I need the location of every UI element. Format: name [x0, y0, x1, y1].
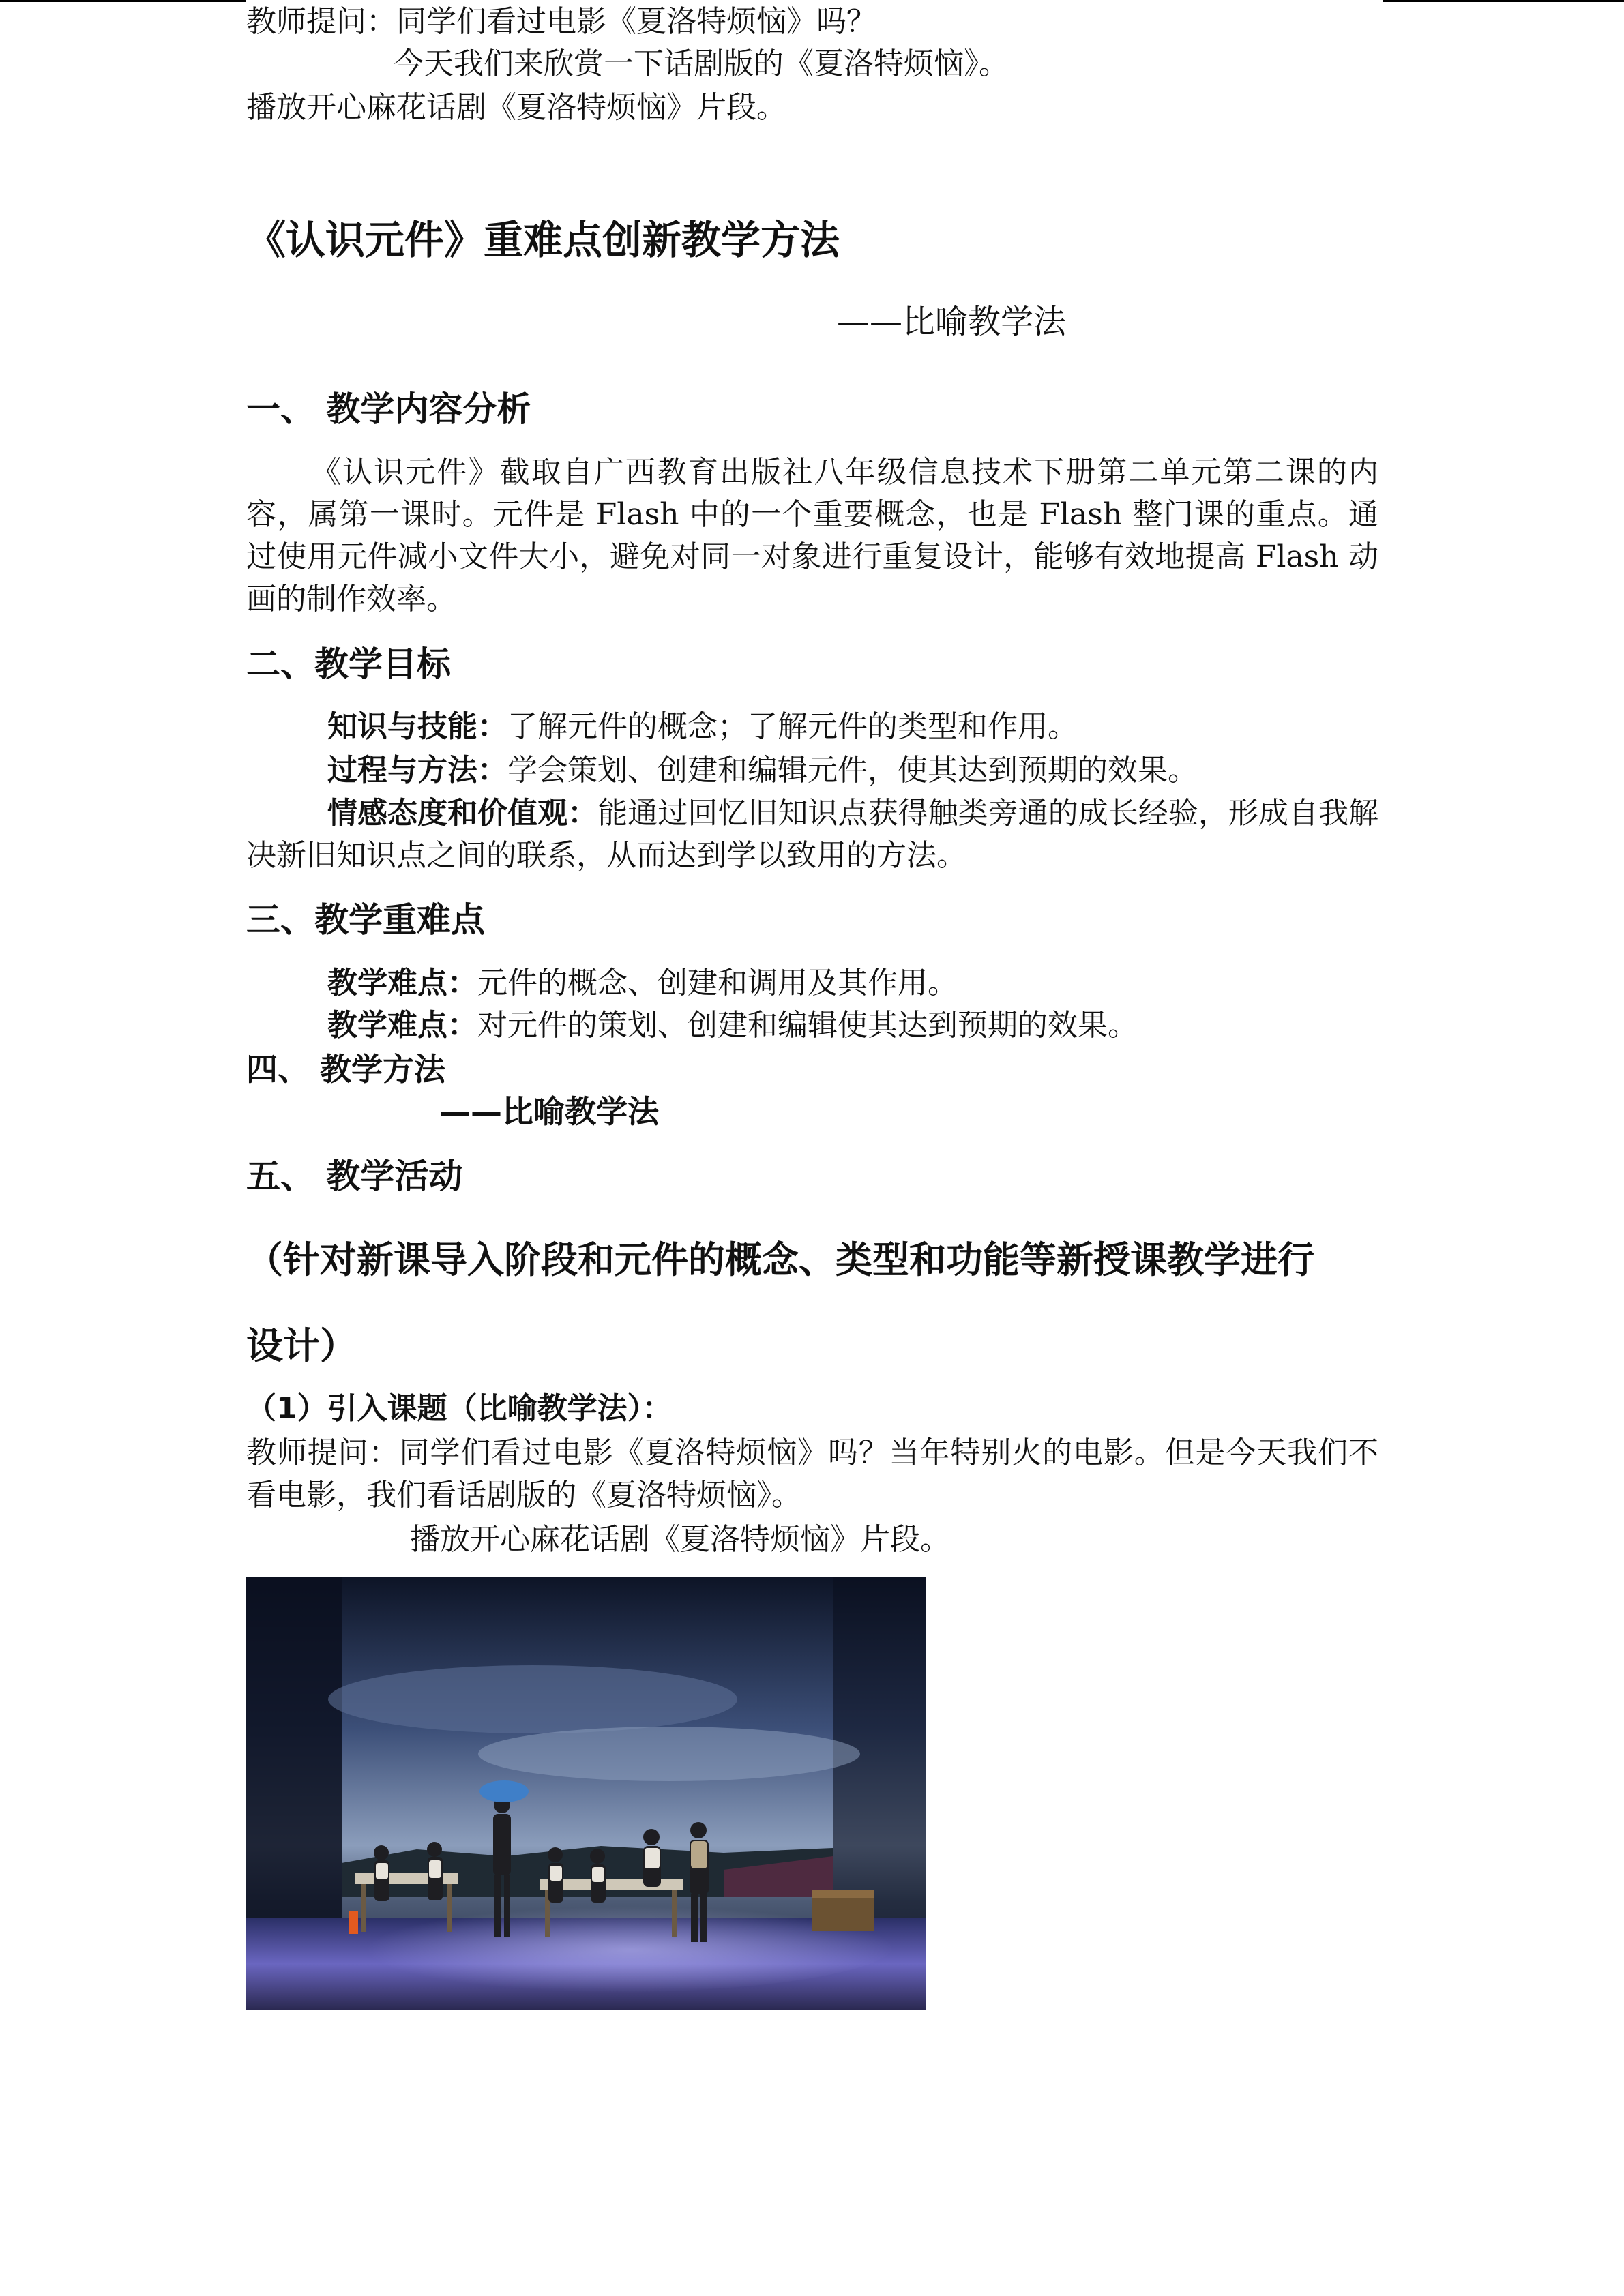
- objective-emotion-label: 情感态度和价值观：: [327, 796, 598, 831]
- difficulty-a: [327, 963, 958, 1004]
- step-1-play-line: 播放开心麻花话剧《夏洛特烦恼》片段。: [410, 1522, 950, 1557]
- section-2-heading: 二、教学目标: [246, 644, 451, 684]
- objective-knowledge-label: 知识与技能：: [327, 709, 507, 744]
- section-3-heading: 三、教学重难点: [246, 900, 485, 940]
- objective-process-text: 学会策划、创建和编辑元件，使其达到预期的效果。: [507, 753, 1198, 788]
- stage-play-photo: [246, 1577, 926, 2010]
- section-4-method: ——比喻教学法: [439, 1093, 659, 1130]
- difficulty-b-text: 对元件的策划、创建和编辑使其达到预期的效果。: [477, 1008, 1138, 1043]
- objective-process-label: 过程与方法：: [327, 753, 507, 788]
- objective-emotion: [246, 792, 1378, 877]
- section-5-heading: 五、 教学活动: [246, 1157, 463, 1196]
- difficulty-b: [327, 1005, 1138, 1046]
- section-5-note-line1: （针对新课导入阶段和元件的概念、类型和功能等新授课教学进行: [246, 1238, 1314, 1281]
- difficulty-a-text: 元件的概念、创建和调用及其作用。: [477, 966, 958, 1000]
- document-subtitle: ——比喻教学法: [837, 303, 1067, 341]
- section-4-heading: 四、 教学方法: [246, 1051, 446, 1088]
- section-1-body: 《认识元件》截取自广西教育出版社八年级信息技术下册第二单元第二课的内容，属第一课时。元件是 Flash 中的一个重要概念，也是 Flash 整门课的重点。通过使用元件减小文件大小，避免对同一对象进行重复设计，能够有效地提高 Flash 动画的制作效率。: [246, 455, 1378, 616]
- section-5-note-line2: 设计）: [246, 1324, 357, 1367]
- top-intro-line: 今天我们来欣赏一下话剧版的《夏洛特烦恼》。: [394, 46, 1009, 81]
- objective-knowledge: [327, 706, 1078, 747]
- difficulty-b-label: 教学难点：: [327, 1008, 477, 1043]
- objective-process: [327, 750, 1198, 791]
- difficulty-a-label: 教学难点：: [327, 966, 477, 1000]
- objective-emotion-text: 能通过回忆旧知识点获得触类旁通的成长经验，形成自我解决新旧知识点之间的联系，从而达到学以致用的方法。: [246, 796, 1378, 873]
- header-rule-right: [1383, 0, 1624, 2]
- section-1-heading: 一、 教学内容分析: [246, 389, 531, 429]
- step-1-heading: （1）引入课题（比喻教学法）：: [246, 1391, 673, 1426]
- top-play-line: 播放开心麻花话剧《夏洛特烦恼》片段。: [246, 90, 786, 125]
- header-rule-left: [0, 0, 246, 2]
- document-title: 《认识元件》重难点创新教学方法: [246, 217, 840, 263]
- objective-knowledge-text: 了解元件的概念；了解元件的类型和作用。: [507, 709, 1078, 744]
- step-1-body: 教师提问：同学们看过电影《夏洛特烦恼》吗？当年特别火的电影。但是今天我们不看电影，我们看话剧版的《夏洛特烦恼》。: [246, 1435, 1378, 1512]
- top-question-line: 教师提问：同学们看过电影《夏洛特烦恼》吗？: [246, 4, 876, 39]
